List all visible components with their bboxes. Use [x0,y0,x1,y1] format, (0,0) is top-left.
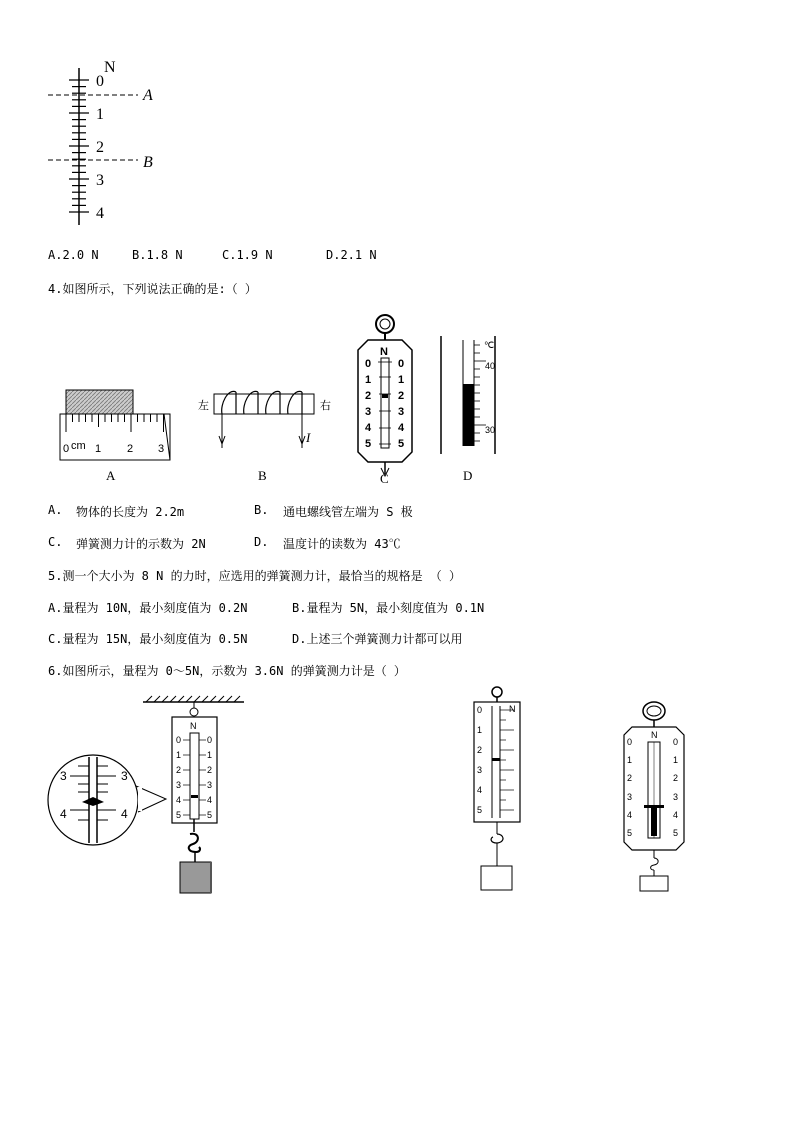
meter1-left-0: 0 [176,735,182,745]
balance-c-left-3: 3 [365,406,372,418]
balance-c-right-4: 4 [398,422,405,434]
meter3-weight [640,876,668,891]
meter2-unit: N [509,704,516,714]
ruler-tick-3: 3 [158,443,165,455]
meter3-left-2: 2 [627,773,633,783]
meter1-left-5: 5 [176,810,182,820]
meter1-right-2: 2 [207,765,213,775]
q4-option-d-key: D. [254,535,269,549]
meter1-right-4: 4 [207,795,213,805]
balance-c-right-5: 5 [398,438,405,450]
meter3-right-2: 2 [673,773,679,783]
meter1-unit: N [190,721,197,731]
balance-c-left-4: 4 [365,422,372,434]
ruler-tick-2: 2 [127,443,134,455]
q5-option-a: A.量程为 10N，最小刻度值为 0.2N [48,601,248,615]
thermometer-40: 40 [485,361,496,371]
meter1-hook [189,834,200,852]
meter2-hook [491,834,503,843]
meter1-right-0: 0 [207,735,213,745]
q4-option-c: 弹簧测力计的示数为 2N [76,537,206,551]
balance-c-left-0: 0 [365,358,372,370]
meter2-4: 4 [477,785,483,795]
meter3-left-4: 4 [627,810,633,820]
marker-b-label: B [143,154,153,171]
zoom-left-3: 3 [60,769,67,783]
meter3-left-3: 3 [627,792,633,802]
marker-a-label: A [143,87,153,104]
q3-option-a: A.2.0 N [48,248,99,262]
meter3-right-3: 3 [673,792,679,802]
q6-meter-2 [474,687,520,890]
balance-c-right-1: 1 [398,374,405,386]
meter1-weight [180,862,211,893]
solenoid-left-label: 左 [198,399,209,412]
ruler-unit: cm [71,440,86,452]
q3-option-c: C.1.9 N [222,248,273,262]
meter3-hook [651,858,659,870]
q5-option-c: C.量程为 15N，最小刻度值为 0.5N [48,632,248,646]
balance-c-unit: N [380,346,388,358]
ruler-tick-0: 0 [63,443,70,455]
meter2-0: 0 [477,705,483,715]
meter1-right-5: 5 [207,810,213,820]
thermometer-unit: ℃ [484,340,495,350]
meter3-left-1: 1 [627,755,633,765]
q3-option-b: B.1.8 N [132,248,183,262]
q4-caption-c: C [380,471,389,486]
q3-option-d: D.2.1 N [326,248,377,262]
q4-option-c-key: C. [48,535,63,549]
q4-caption-b: B [258,468,267,483]
balance-c-left-2: 2 [365,390,372,402]
meter3-left-5: 5 [627,828,633,838]
q5-option-b: B.量程为 5N，最小刻度值为 0.1N [292,601,485,615]
q4-option-b-key: B. [254,503,269,517]
scale-label-4: 4 [96,205,104,222]
thermometer-30: 30 [485,425,496,435]
meter3-right-0: 0 [673,737,679,747]
current-label: I [306,430,311,445]
meter2-weight [481,866,512,890]
zoom-right-4: 4 [121,807,128,821]
q4-stem: 4.如图所示，下列说法正确的是:（ ） [48,282,257,296]
scale-unit: N [104,59,116,76]
meter3-left-0: 0 [627,737,633,747]
q6-stem: 6.如图所示，量程为 0～5N，示数为 3.6N 的弹簧测力计是（ ） [48,664,406,678]
meter3-unit: N [651,730,658,740]
q6-meter-3 [624,702,684,891]
meter2-1: 1 [477,725,483,735]
meter1-right-1: 1 [207,750,213,760]
meter1-right-3: 3 [207,780,213,790]
q4-caption-d: D [463,468,473,483]
meter1-left-4: 4 [176,795,182,805]
meter2-3: 3 [477,765,483,775]
scale-label-0: 0 [96,73,104,90]
scale-label-1: 1 [96,106,104,123]
meter2-2: 2 [477,745,483,755]
meter3-right-4: 4 [673,810,679,820]
q4-option-a-key: A. [48,503,63,517]
meter2-5: 5 [477,805,483,815]
solenoid-right-label: 右 [320,399,331,412]
meter1-left-2: 2 [176,765,182,775]
balance-c-right-0: 0 [398,358,405,370]
balance-c-left-5: 5 [365,438,372,450]
ruler-tick-1: 1 [95,443,102,455]
meter1-left-3: 3 [176,780,182,790]
q5-option-d: D.上述三个弹簧测力计都可以用 [292,632,463,646]
balance-c-left-1: 1 [365,374,372,386]
meter3-right-5: 5 [673,828,679,838]
zoom-left-4: 4 [60,807,67,821]
q4-option-a: 物体的长度为 2.2m [76,505,185,519]
balance-c-right-3: 3 [398,406,405,418]
q4-option-d: 温度计的读数为 43℃ [283,537,401,551]
zoom-right-3: 3 [121,769,128,783]
q5-stem: 5.测一个大小为 8 N 的力时，应选用的弹簧测力计，最恰当的规格是 （ ） [48,569,462,583]
scale-label-3: 3 [96,172,104,189]
meter1-left-1: 1 [176,750,182,760]
meter3-right-1: 1 [673,755,679,765]
q4-caption-a: A [106,468,116,483]
q4-option-b: 通电螺线管左端为 S 极 [283,505,413,519]
scale-label-2: 2 [96,139,104,156]
balance-c-right-2: 2 [398,390,405,402]
q6-meter-1 [48,696,244,893]
